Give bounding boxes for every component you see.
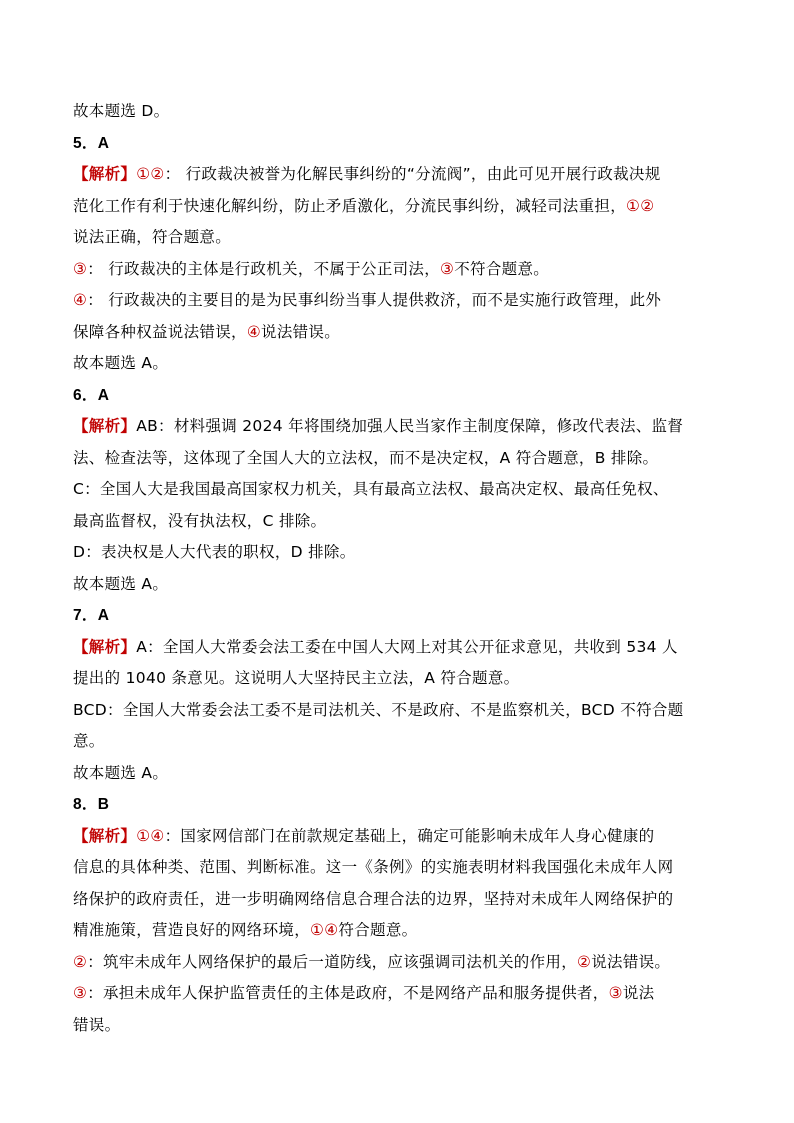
conclusion-text: 故本题选 A。: [73, 354, 169, 372]
analysis-text: BCD：全国人大常委会法工委不是司法机关、不是政府、不是监察机关，BCD 不符合题: [73, 700, 684, 719]
q8-line-2: [73, 852, 693, 884]
option-mark: ③: [73, 259, 88, 278]
option-marks: ①②: [626, 196, 655, 215]
q5-conclusion: [73, 348, 693, 380]
q5-line-6: [73, 317, 693, 349]
analysis-text: ：国家网信部门在前款规定基础上，确定可能影响未成年人身心健康的: [164, 826, 655, 845]
analysis-text: 说法正确，符合题意。: [73, 228, 232, 246]
analysis-text: AB：材料强调 2024 年将围绕加强人民当家作主制度保障，修改代表法、监督: [136, 417, 684, 435]
option-mark: ③: [440, 259, 455, 278]
analysis-tag: 【解析】: [73, 637, 137, 656]
analysis-text: C：全国人大是我国最高国家权力机关，具有最高立法权、最高决定权、最高任免权、: [73, 480, 669, 498]
q5-line-1: [73, 159, 693, 191]
analysis-text: 说法错误。: [261, 322, 341, 341]
analysis-text: 信息的具体种类、范围、判断标准。这一《条例》的实施表明材料我国强化未成年人网: [73, 858, 674, 876]
analysis-text: ： 行政裁决的主体是行政机关，不属于公正司法，: [87, 259, 441, 278]
question-number: 6．A: [73, 386, 110, 404]
conclusion-text: 故本题选 A。: [73, 574, 169, 593]
q8-line-4: [73, 915, 693, 947]
analysis-text: 提出的 1040 条意见。这说明人大坚持民主立法，A 符合题意。: [73, 669, 520, 687]
q6-number: [73, 380, 693, 412]
analysis-text: 错误。: [73, 1015, 121, 1034]
analysis-text: ： 行政裁决的主要目的是为民事纠纷当事人提供救济，而不是实施行政管理，此外: [87, 291, 662, 309]
answer-page: [73, 96, 693, 1041]
option-mark: ②: [73, 952, 88, 971]
question-number: 5．A: [73, 134, 110, 152]
analysis-text: 精准施策，营造良好的网络环境，: [73, 921, 311, 939]
q6-line-3: [73, 474, 693, 506]
option-mark: ③: [73, 984, 88, 1002]
option-marks: ①④: [136, 826, 165, 845]
q8-line-5: [73, 947, 693, 979]
analysis-text: 络保护的政府责任，进一步明确网络信息合理合法的边界，坚持对未成年人网络保护的: [73, 889, 674, 908]
q7-line-3: [73, 695, 693, 727]
analysis-text: 范化工作有利于快速化解纠纷，防止矛盾激化，分流民事纠纷，减轻司法重担，: [73, 196, 627, 215]
analysis-text: A：全国人大常委会法工委在中国人大网上对其公开征求意见，共收到 534 人: [136, 637, 678, 656]
analysis-text: 意。: [73, 732, 105, 750]
q6-line-4: [73, 506, 693, 538]
question-number: 7．A: [73, 607, 110, 624]
q7-number: [73, 600, 693, 632]
analysis-text: 说法错误。: [591, 952, 671, 971]
analysis-text: 说法: [622, 984, 655, 1002]
q7-line-1: [73, 632, 693, 664]
question-number: 8．B: [73, 796, 110, 813]
option-marks: ①②: [136, 165, 165, 183]
option-mark: ④: [246, 322, 262, 341]
q6-conclusion: [73, 569, 693, 601]
analysis-text: 符合题意。: [338, 921, 418, 939]
analysis-tag: 【解析】: [73, 417, 137, 435]
q6-line-5: [73, 537, 693, 569]
analysis-text: 不符合题意。: [454, 259, 550, 278]
q7-conclusion: [73, 758, 693, 790]
analysis-text: 最高监督权，没有执法权，C 排除。: [73, 511, 327, 530]
q5-line-2: [73, 191, 693, 223]
q7-line-2: [73, 663, 693, 695]
q7-line-4: [73, 726, 693, 758]
conclusion-text: 故本题选 D。: [73, 102, 170, 120]
conclusion-text: 故本题选 A。: [73, 763, 169, 782]
q5-line-4: [73, 254, 693, 286]
q8-line-3: [73, 884, 693, 916]
q4-conclusion: [73, 96, 693, 128]
analysis-text: 法、检查法等，这体现了全国人大的立法权，而不是决定权，A 符合题意，B 排除。: [73, 448, 659, 467]
q8-line-1: [73, 821, 693, 853]
option-marks: ①④: [310, 921, 339, 939]
analysis-tag: 【解析】: [73, 826, 137, 845]
q5-number: [73, 128, 693, 160]
q5-line-5: [73, 285, 693, 317]
analysis-text: ：承担未成年人保护监管责任的主体是政府，不是网络产品和服务提供者，: [87, 984, 609, 1002]
q8-number: [73, 789, 693, 821]
option-mark: ④: [73, 291, 88, 309]
analysis-text: ： 行政裁决被誉为化解民事纠纷的“分流阀”，由此可见开展行政裁决规: [164, 165, 661, 183]
q6-line-2: [73, 443, 693, 475]
analysis-text: D：表决权是人大代表的职权，D 排除。: [73, 543, 356, 561]
option-mark: ③: [608, 984, 623, 1002]
analysis-text: 保障各种权益说法错误，: [73, 322, 247, 341]
q5-line-3: [73, 222, 693, 254]
option-mark: ②: [577, 952, 592, 971]
analysis-tag: 【解析】: [73, 165, 137, 183]
analysis-text: ：筑牢未成年人网络保护的最后一道防线，应该强调司法机关的作用，: [87, 952, 578, 971]
q6-line-1: [73, 411, 693, 443]
q8-line-6: [73, 978, 693, 1010]
q8-line-7: [73, 1010, 693, 1042]
